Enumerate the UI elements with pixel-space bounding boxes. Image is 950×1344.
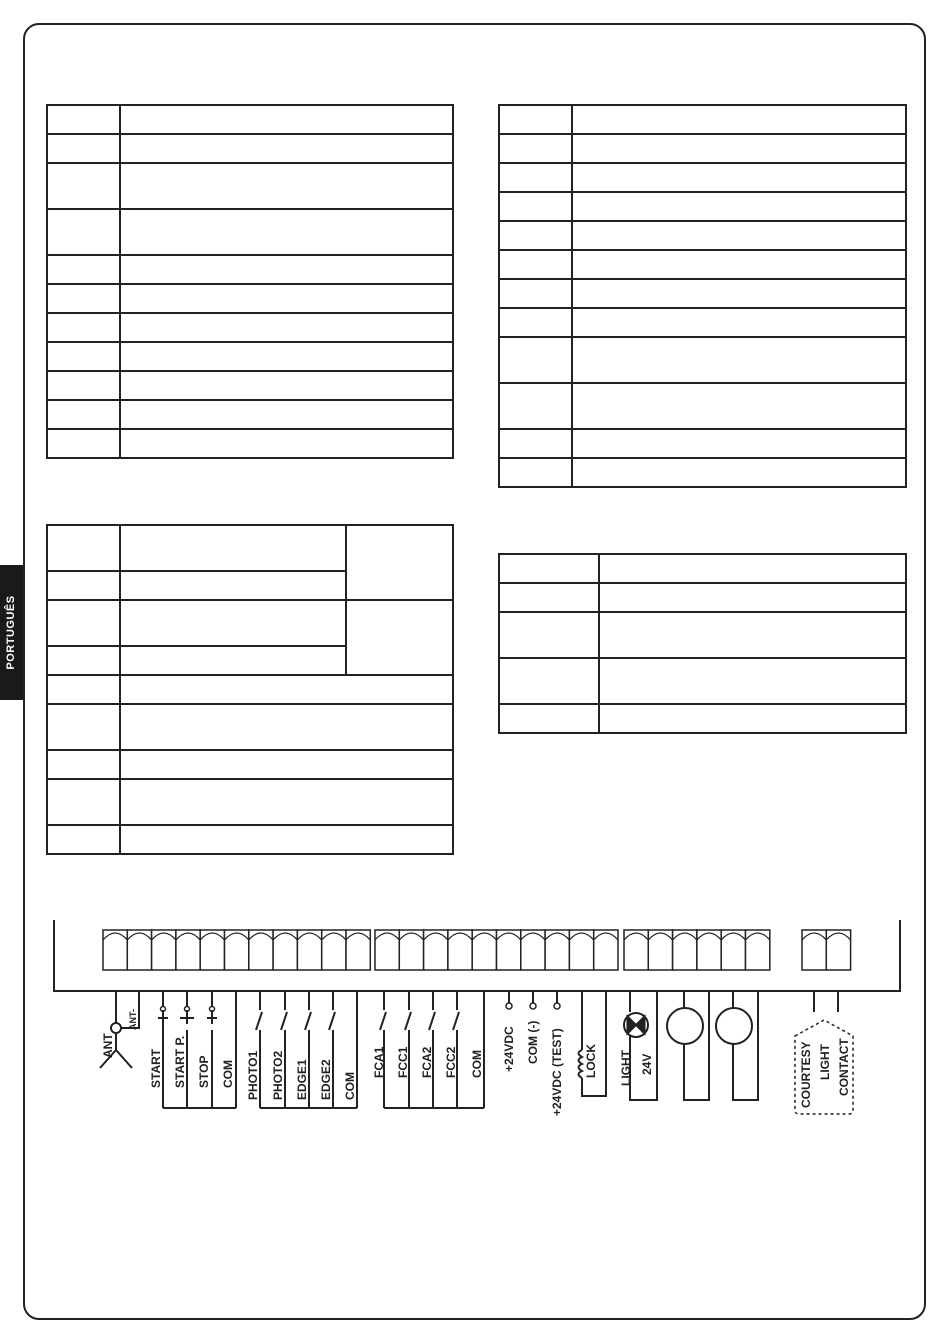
motor-2 bbox=[716, 1008, 752, 1044]
label-light-voltage: 24V bbox=[640, 1053, 654, 1075]
wire bbox=[630, 991, 657, 1100]
power-contact bbox=[554, 1003, 560, 1009]
wire bbox=[582, 991, 606, 1096]
label-group3: FCA1 bbox=[372, 1046, 386, 1078]
label-group2: PHOTO2 bbox=[271, 1050, 285, 1100]
wire bbox=[158, 1010, 168, 1024]
label-lock: LOCK bbox=[584, 1044, 598, 1078]
label-group2: PHOTO1 bbox=[246, 1050, 260, 1100]
label-power: COM (-) bbox=[526, 1020, 540, 1064]
label-group1: COM bbox=[221, 1060, 235, 1088]
terminal-blocks bbox=[103, 930, 851, 970]
label-courtesy: COURTESY bbox=[799, 1041, 813, 1108]
wire bbox=[814, 991, 838, 1012]
power-contact bbox=[506, 1003, 512, 1009]
label-group1: STOP bbox=[197, 1055, 211, 1088]
wire bbox=[180, 1010, 194, 1024]
label-courtesy: CONTACT bbox=[837, 1038, 851, 1096]
label-group1: START bbox=[149, 1048, 163, 1088]
label-power: +24VDC bbox=[502, 1026, 516, 1072]
label-group1: START P. bbox=[173, 1035, 187, 1088]
label-group3: COM bbox=[470, 1050, 484, 1078]
wire bbox=[579, 1050, 583, 1078]
label-group3: FCC2 bbox=[444, 1046, 458, 1078]
language-tab-label: PORTUGUÊS bbox=[5, 595, 17, 670]
label-group3: FCC1 bbox=[396, 1046, 410, 1078]
label-group2: COM bbox=[343, 1072, 357, 1100]
antenna-node bbox=[111, 1023, 121, 1033]
label-group2: EDGE1 bbox=[295, 1059, 309, 1100]
label-ant-minus: ANT- bbox=[128, 1009, 138, 1030]
motor-1 bbox=[667, 1008, 703, 1044]
label-group2: EDGE2 bbox=[319, 1059, 333, 1100]
label-courtesy: LIGHT bbox=[818, 1044, 832, 1080]
label-group3: FCA2 bbox=[420, 1046, 434, 1078]
label-power: +24VDC (TEST) bbox=[550, 1028, 564, 1116]
wire bbox=[207, 1010, 217, 1024]
power-contact bbox=[530, 1003, 536, 1009]
label-light: LIGHT bbox=[619, 1050, 633, 1086]
label-ant: ANT bbox=[101, 1033, 115, 1058]
